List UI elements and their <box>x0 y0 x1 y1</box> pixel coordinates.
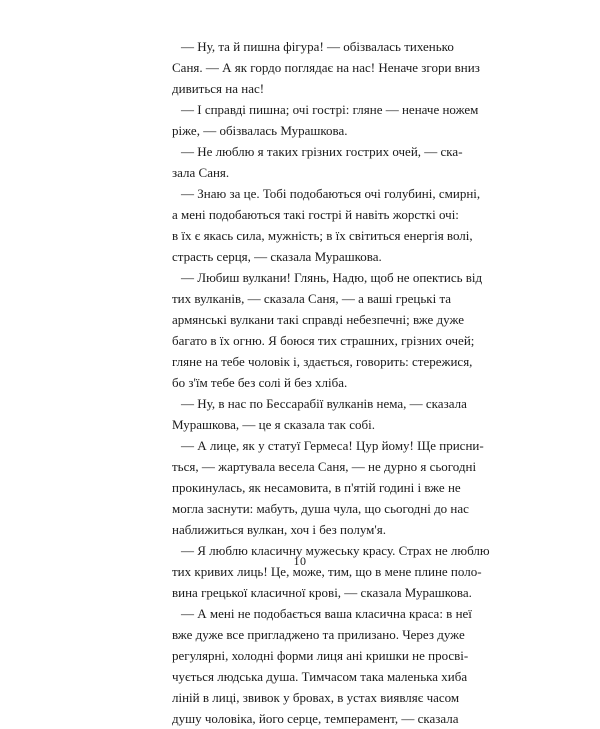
text-line: дивиться на нас! <box>172 81 265 96</box>
text-line: чується людська душа. Тимчасом така маленька хиба <box>172 669 468 684</box>
text-line: страсть серця, — сказала Мурашкова. <box>172 249 382 264</box>
text-line: гляне на тебе чоловік і, здається, говорить: стережися, <box>172 354 473 369</box>
text-line: — І справді пишна; очі гострі: гляне — неначе ножем <box>181 102 479 117</box>
text-line: регулярні, холодні форми лиця ані кришки не просві- <box>172 648 469 663</box>
text-line: наближиться вулкан, хоч і без полум'я. <box>172 522 386 537</box>
text-line: ться, — жартувала весела Саня, — не дурно я сьогодні <box>172 459 477 474</box>
text-line: а мені подобаються такі гострі й навіть жорсткі очі: <box>172 207 459 222</box>
text-line: — А лице, як у статуї Гермеса! Цур йому! Ще присни- <box>181 438 484 453</box>
page-number: 10 <box>293 554 307 568</box>
text-line: Саня. — А як гордо поглядає на нас! Неначе згори вниз <box>172 60 480 75</box>
text-line: в їх є якась сила, мужність; в їх світиться енергія волі, <box>172 228 473 243</box>
text-line: — Ну, в нас по Бессарабії вулканів нема, — сказала <box>181 396 467 411</box>
text-line: — Ну, та й пишна фігура! — обізвалась тихенько <box>181 39 454 54</box>
text-line: тих вулканів, — сказала Саня, — а ваші грецькі та <box>172 291 452 306</box>
text-line: Мурашкова, — це я сказала так собі. <box>172 417 375 432</box>
text-line: армянські вулкани такі справді небезпечні; вже дуже <box>172 312 465 327</box>
text-line: — А мені не подобається ваша класична краса: в неї <box>181 606 472 621</box>
text-line: — Не люблю я таких грізних гострих очей, — ска- <box>181 144 463 159</box>
text-line: — Я люблю класичну мужеську красу. Страх не люблю <box>181 543 490 558</box>
text-line: ліній в лиці, звивок у бровах, в устах виявляє часом <box>172 690 460 705</box>
text-line: прокинулась, як несамовита, в п'ятій годині і вже не <box>172 480 461 495</box>
text-line: тих кривих лиць! Це, може, тим, що в мене плине поло- <box>172 564 482 579</box>
text-line: ріже, — обізвалась Мурашкова. <box>172 123 348 138</box>
text-line: зала Саня. <box>172 165 230 180</box>
text-line: вже дуже все пригладжено та прилизано. Через дуже <box>172 627 465 642</box>
text-line: бо з'їм тебе без солі й без хліба. <box>172 375 348 390</box>
text-line: багато в їх огню. Я боюся тих страшних, грізних очей; <box>172 333 475 348</box>
text-line: — Знаю за це. Тобі подобаються очі голубині, смирні, <box>181 186 481 201</box>
body-text <box>172 36 490 729</box>
text-line: могла заснути: мабуть, душа чула, що сьогодні до нас <box>172 501 469 516</box>
text-line: — Любиш вулкани! Глянь, Надю, щоб не опектись від <box>181 270 483 285</box>
text-line: душу чоловіка, його серце, темперамент, — сказала <box>172 711 459 726</box>
text-line: вина грецької класичної крові, — сказала Мурашкова. <box>172 585 472 600</box>
